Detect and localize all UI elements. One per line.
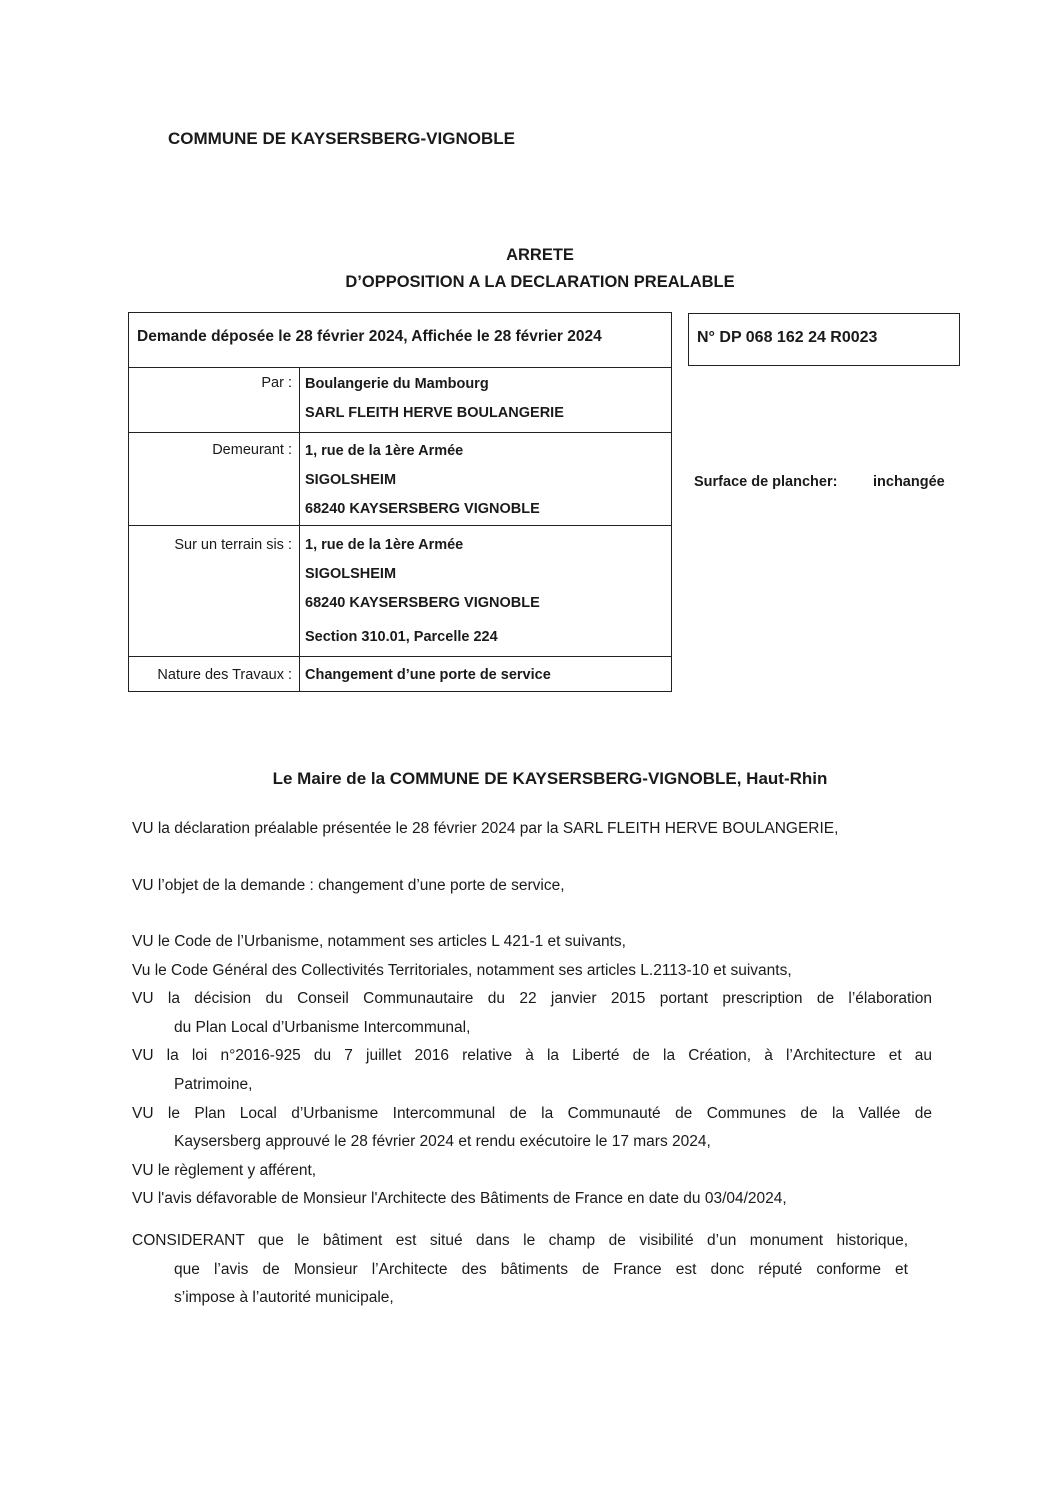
- vu-loi: VU la loi n°2016-925 du 7 juillet 2016 relative à la Liberté de la Création, à l’Architecture et au: [132, 1047, 932, 1065]
- vu-conseil-cont: du Plan Local d’Urbanisme Intercommunal,: [174, 1018, 471, 1036]
- vu-plui-cont: Kaysersberg approuvé le 28 février 2024 et rendu exécutoire le 17 mars 2024,: [174, 1133, 711, 1151]
- vu-code-urbanisme: VU le Code de l’Urbanisme, notamment ses articles L 421-1 et suivants,: [132, 933, 626, 950]
- row-label-demeurant: Demeurant :: [212, 442, 292, 458]
- row-label-par: Par :: [261, 375, 292, 391]
- row-label-nature: Nature des Travaux :: [157, 667, 292, 683]
- surface-value: inchangée: [873, 474, 945, 490]
- vu-cgct: Vu le Code Général des Collectivités Territoriales, notamment ses articles L.2113-10 et suivants,: [132, 961, 792, 979]
- vu-plui: VU le Plan Local d’Urbanisme Intercommunal de la Communauté de Communes de la Vallée de: [132, 1104, 932, 1122]
- considerant-line: que l’avis de Monsieur l’Architecte des bâtiments de France est donc réputé conforme et: [174, 1260, 908, 1278]
- demeurant-line: 1, rue de la 1ère Armée: [305, 443, 464, 459]
- terrain-line: 68240 KAYSERSBERG VIGNOBLE: [305, 594, 540, 611]
- table-divider: [129, 525, 671, 526]
- maire-heading: Le Maire de la COMMUNE DE KAYSERSBERG-VIGNOBLE, Haut-Rhin: [272, 769, 828, 788]
- terrain-line: Section 310.01, Parcelle 224: [305, 629, 498, 646]
- vu-reglement: VU le règlement y afférent,: [132, 1161, 317, 1179]
- terrain-line: 1, rue de la 1ère Armée: [305, 537, 464, 553]
- title-line-2: D’OPPOSITION A LA DECLARATION PREALABLE: [345, 273, 735, 291]
- row-value-terrain: [305, 531, 540, 652]
- vu-objet: VU l’objet de la demande : changement d’une porte de service,: [132, 877, 565, 894]
- demeurant-line: SIGOLSHEIM: [305, 471, 397, 488]
- table-divider: [129, 367, 671, 368]
- par-line: SARL FLEITH HERVE BOULANGERIE: [305, 404, 564, 421]
- vu-loi-cont: Patrimoine,: [174, 1075, 253, 1093]
- title-line-1: ARRETE: [506, 246, 574, 264]
- vu-block: [132, 928, 932, 1214]
- vu-conseil: VU la décision du Conseil Communautaire du 22 janvier 2015 portant prescription de l’élaboration: [132, 990, 932, 1008]
- demeurant-line: 68240 KAYSERSBERG VIGNOBLE: [305, 500, 540, 517]
- considerant-block: [132, 1227, 908, 1313]
- table-divider: [129, 432, 671, 433]
- row-value-par: [305, 370, 564, 428]
- row-value-nature: [305, 661, 551, 690]
- surface-label: Surface de plancher:: [694, 474, 838, 490]
- table-divider: [129, 656, 671, 657]
- row-label-terrain: Sur un terrain sis :: [174, 537, 292, 553]
- arrete-title: [0, 242, 1058, 296]
- dp-number-box: [688, 313, 960, 366]
- considerant-line: CONSIDERANT que le bâtiment est situé dans le champ de visibilité d’un monument historique,: [132, 1232, 908, 1249]
- vu-avis-abf: VU l'avis défavorable de Monsieur l'Architecte des Bâtiments de France en date du 03/04/2024,: [132, 1190, 787, 1208]
- vu-declaration: VU la déclaration préalable présentée le 28 février 2024 par la SARL FLEITH HERVE BOULANGERIE,: [132, 820, 839, 837]
- row-value-demeurant: [305, 437, 540, 523]
- terrain-line: SIGOLSHEIM: [305, 565, 397, 582]
- par-line: Boulangerie du Mambourg: [305, 376, 489, 392]
- demande-header: Demande déposée le 28 février 2024, Affichée le 28 février 2024: [137, 328, 602, 345]
- table-column-divider: [299, 367, 300, 691]
- considerant-line: s’impose à l’autorité municipale,: [174, 1289, 394, 1307]
- dp-number: N° DP 068 162 24 R0023: [697, 329, 878, 346]
- nature-line: Changement d’une porte de service: [305, 667, 551, 683]
- commune-header: COMMUNE DE KAYSERSBERG-VIGNOBLE: [168, 129, 515, 148]
- demande-table: [128, 312, 672, 692]
